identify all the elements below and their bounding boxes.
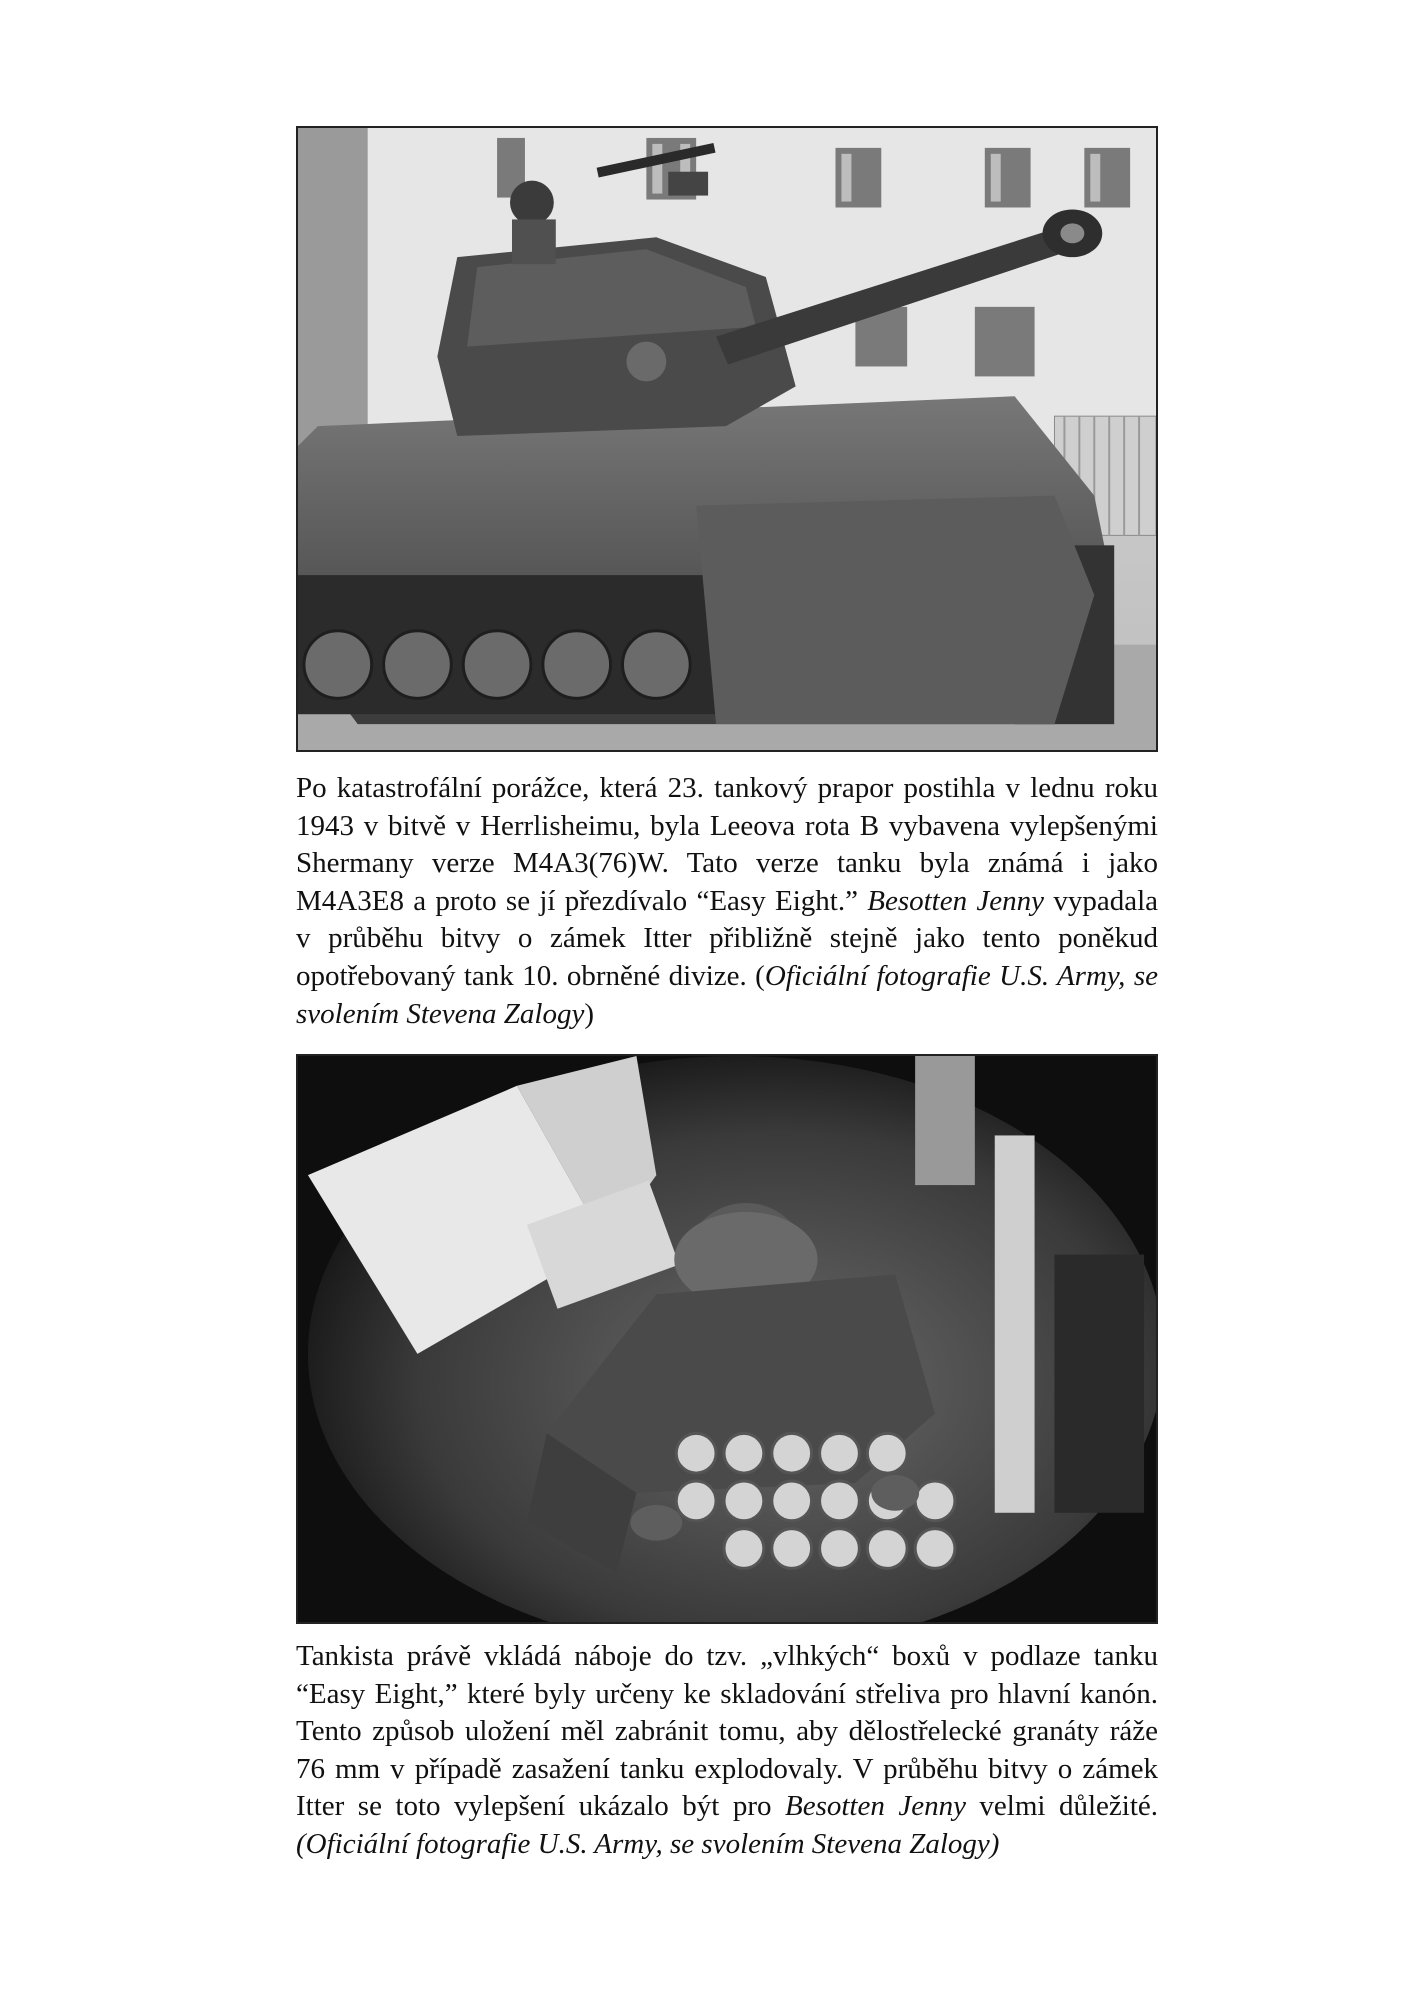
ammo-loading-illustration xyxy=(298,1056,1156,1622)
ammo-loading-photo xyxy=(296,1054,1158,1624)
caption-text: Tankista právě vkládá náboje do tzv. „vlhkých“ boxů v podlaze tanku “Easy Eight,” které byly určeny ke skladování střeliva pro hlavní kanón. Tento způsob uložení měl zabránit tomu, aby dělostřelecké granáty ráže 76 mm v případě zasažení tanku explodovaly. V průběhu bitvy o zámek Itter se toto vylepšení ukázalo být pro xyxy=(296,1640,1158,1823)
caption-text: vypadala v průběhu bitvy o zámek Itter přibližně stejně jako tento poněkud opotřebovaný tank 10. obrněné divize. ( xyxy=(296,884,1158,992)
ammo-photo-caption xyxy=(296,1638,1158,1864)
caption-credit: Oficiální fotografie U.S. Army, se svolením Stevena Zalogy xyxy=(296,959,1158,1030)
caption-tank-name: Besotten Jenny xyxy=(867,884,1045,917)
caption-tank-name: Besotten Jenny xyxy=(784,1790,966,1823)
caption-credit: (Oficiální fotografie U.S. Army, se svolením Stevena Zalogy) xyxy=(296,1827,1000,1860)
tank-photo-caption xyxy=(296,770,1158,1033)
caption-text: velmi důležité. xyxy=(965,1790,1158,1823)
tank-photo xyxy=(296,126,1158,752)
tank-photo-illustration xyxy=(298,128,1156,750)
caption-text: ) xyxy=(584,997,594,1030)
caption-text: Po katastrofální porážce, která 23. tankový prapor postihla v lednu roku 1943 v bitvě v Herrlisheimu, byla Leeova rota B vybavena vylepšenými Shermany verze M4A3(76)W. Tato verze tanku byla známá i jako M4A3E8 a proto se jí přezdívalo “Easy Eight.” xyxy=(296,772,1158,917)
